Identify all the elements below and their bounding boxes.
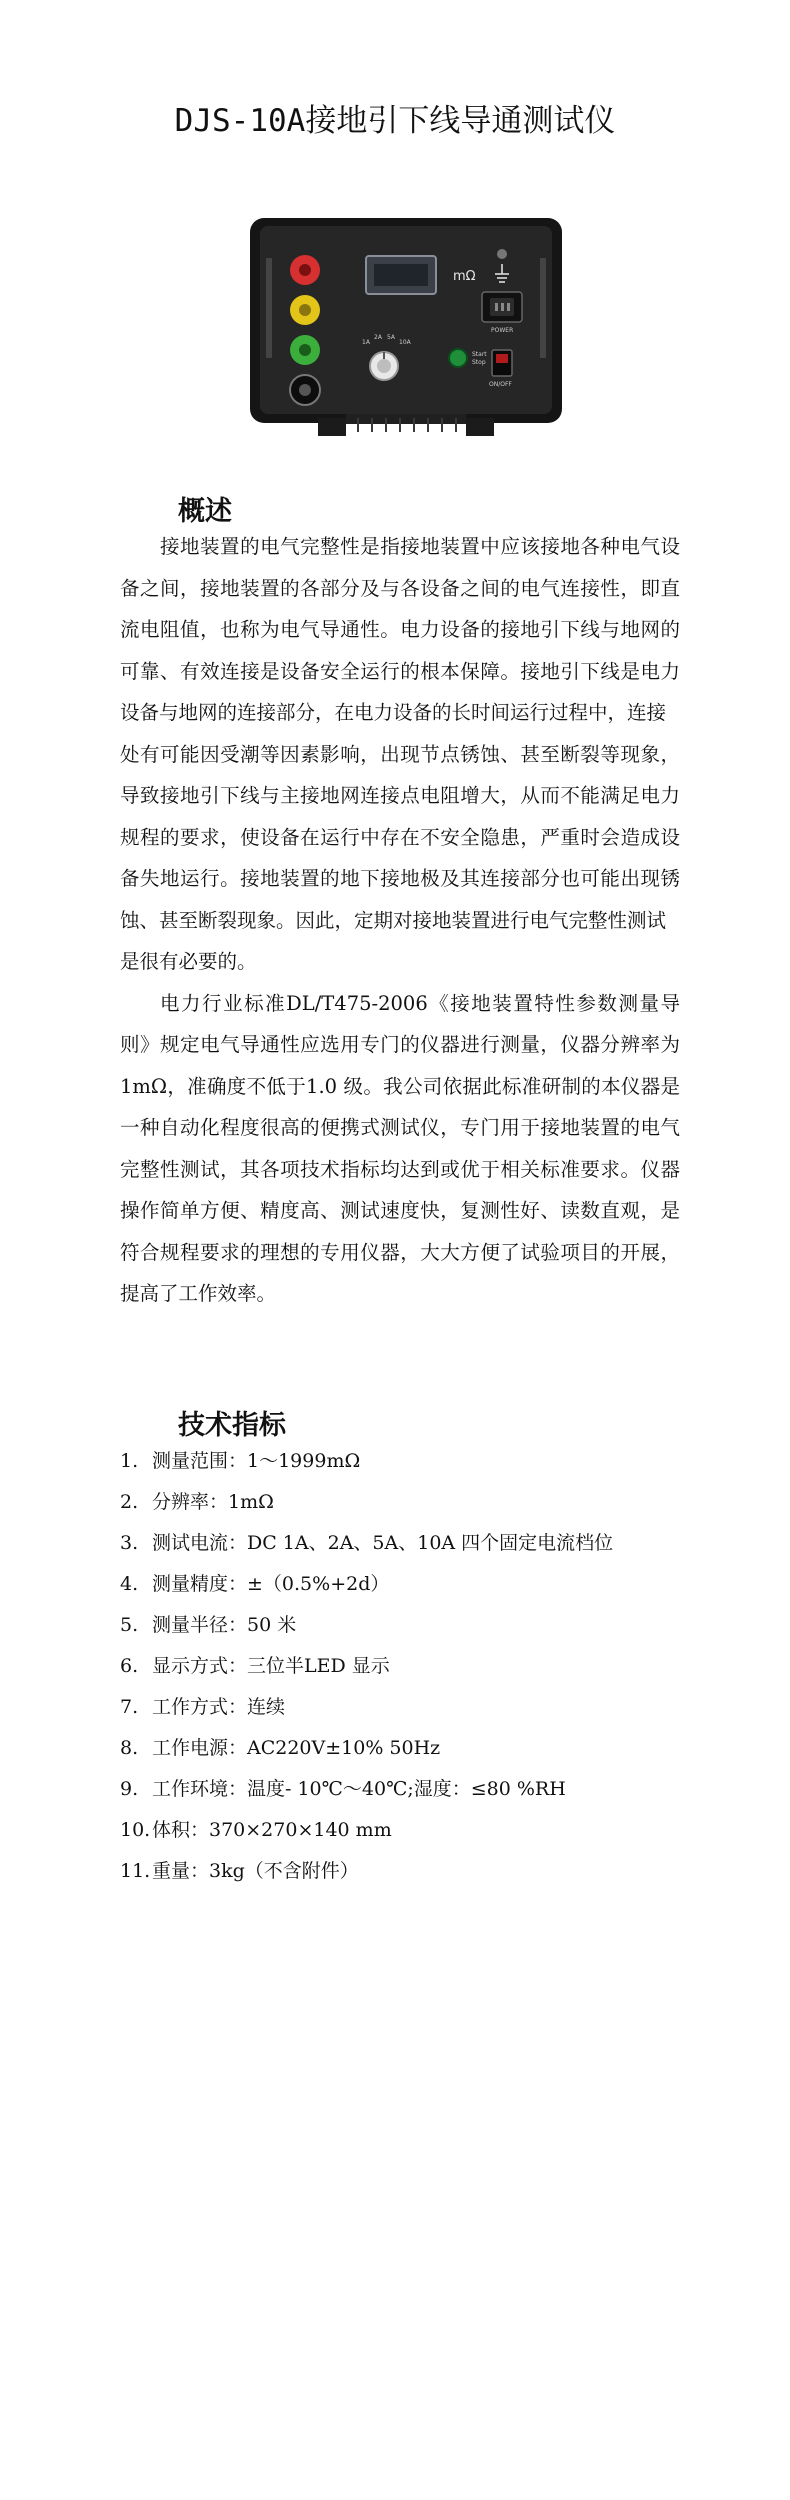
spec-item	[120, 1482, 720, 1523]
current-label-1a: 1A	[362, 339, 370, 346]
spec-text: 测量半径：50 米	[152, 1614, 297, 1636]
spec-list	[120, 1441, 720, 1892]
right-grip	[540, 258, 546, 358]
spec-number: 10.	[120, 1819, 151, 1841]
spec-number: 7.	[120, 1696, 139, 1718]
overview-paragraph-4: 电力行业标准DL/T475-2006《接地装置特性参数测量导则》规定电气导通性应选用专门的仪器进行测量，仪器分辨率为1mΩ，准确度不低于1.0 级。我公司依据此标准研制的本仪器是一种自动化程度很高的便携式测试仪，专门用于接地装置的电气完整性测试，其各项技术指标均达到或优于相关标准要求。仪器操作简单方便、精度高、测试速度快，复测性好、读数直观，是符合规程要求的理想的专用仪器，大大方便了试验项目的开展，提高了工作效率。	[120, 991, 680, 1305]
current-label-5a: 5A	[387, 334, 395, 341]
spec-item	[120, 1769, 720, 1810]
stop-label: Stop	[472, 359, 486, 366]
spec-text: 测量范围：1～1999mΩ	[152, 1450, 361, 1472]
spec-text: 工作方式：连续	[152, 1696, 286, 1718]
overview-paragraph-1: 接地装置的电气完整性是指接地装置中应该接地各种电气设备之间，接地装置的各部分及与各设备之间的电气连接性，即直流电阻值，也称为电气导通性。电力设备的接地引下线与地网的可靠、有效连接是设备安全运行的根本保障。接地引下线是电力设备与地网的连接部分，在电力设备的长时间运行过程中，连接	[120, 535, 680, 724]
spec-number: 9.	[120, 1778, 139, 1800]
start-button-icon	[449, 349, 467, 367]
spec-number: 1.	[120, 1450, 139, 1472]
spec-text: 显示方式：三位半LED 显示	[152, 1655, 390, 1677]
spec-item	[120, 1605, 720, 1646]
power-switch-icon	[492, 350, 512, 376]
power-socket-icon	[482, 292, 522, 322]
on-off-label: ON/OFF	[489, 381, 512, 388]
red-terminal-icon	[290, 255, 320, 285]
spec-item	[120, 1687, 720, 1728]
spec-number: 4.	[120, 1573, 139, 1595]
spec-text: 测量精度：±（0.5%+2d）	[152, 1573, 390, 1595]
spec-number: 8.	[120, 1737, 139, 1759]
spec-item	[120, 1728, 720, 1769]
spec-number: 3.	[120, 1532, 139, 1554]
product-photo	[248, 218, 564, 443]
spec-text: 分辨率：1mΩ	[152, 1491, 274, 1513]
led-display-window	[374, 264, 428, 286]
current-label-2a: 2A	[374, 334, 382, 341]
overview-heading: 概述	[178, 496, 232, 527]
spec-item	[120, 1810, 720, 1851]
current-label-10a: 10A	[399, 339, 411, 346]
unit-label: mΩ	[453, 269, 476, 284]
overview-body	[120, 526, 680, 1315]
left-grip	[266, 258, 272, 358]
page-title: DJS-10A接地引下线导通测试仪	[174, 103, 616, 139]
spec-number: 5.	[120, 1614, 139, 1636]
spec-item	[120, 1441, 720, 1482]
spec-text: 工作电源：AC220V±10% 50Hz	[152, 1737, 441, 1759]
black-terminal-icon	[290, 375, 320, 405]
green-terminal-icon	[290, 335, 320, 365]
spec-number: 6.	[120, 1655, 139, 1677]
instrument-illustration	[248, 218, 564, 443]
power-label: POWER	[491, 327, 514, 334]
spec-number: 2.	[120, 1491, 139, 1513]
spec-text: 重量：3kg（不含附件）	[152, 1860, 359, 1882]
current-selector-knob	[370, 352, 398, 380]
spec-item	[120, 1523, 720, 1564]
specs-heading: 技术指标	[178, 1410, 286, 1441]
right-foot	[466, 418, 494, 436]
left-foot	[318, 418, 346, 436]
spec-number: 11.	[120, 1860, 151, 1882]
overview-paragraph-2: 处有可能因受潮等因素影响，出现节点锈蚀、甚至断裂等现象，导致接地引下线与主接地网连接点电阻增大，从而不能满足电力规程的要求，使设备在运行中存在不安全隐患，严重时会造成设备失地运行。接地装置的地下接地极及其连接部分也可能出现锈蚀、甚至断裂现象。因此，定期对接地装置进行电气完整性测试	[120, 742, 680, 932]
spec-item	[120, 1564, 720, 1605]
spec-text: 体积：370×270×140 mm	[152, 1819, 392, 1841]
bottom-rail	[346, 414, 466, 424]
start-label: Start	[472, 351, 487, 358]
spec-text: 工作环境：温度- 10℃～40℃;湿度：≤80 %RH	[152, 1778, 566, 1800]
fuse-icon	[497, 249, 507, 259]
overview-paragraph-3: 是很有必要的。	[120, 950, 257, 973]
spec-item	[120, 1851, 720, 1892]
spec-text: 测试电流：DC 1A、2A、5A、10A 四个固定电流档位	[152, 1532, 614, 1554]
spec-item	[120, 1646, 720, 1687]
yellow-terminal-icon	[290, 295, 320, 325]
